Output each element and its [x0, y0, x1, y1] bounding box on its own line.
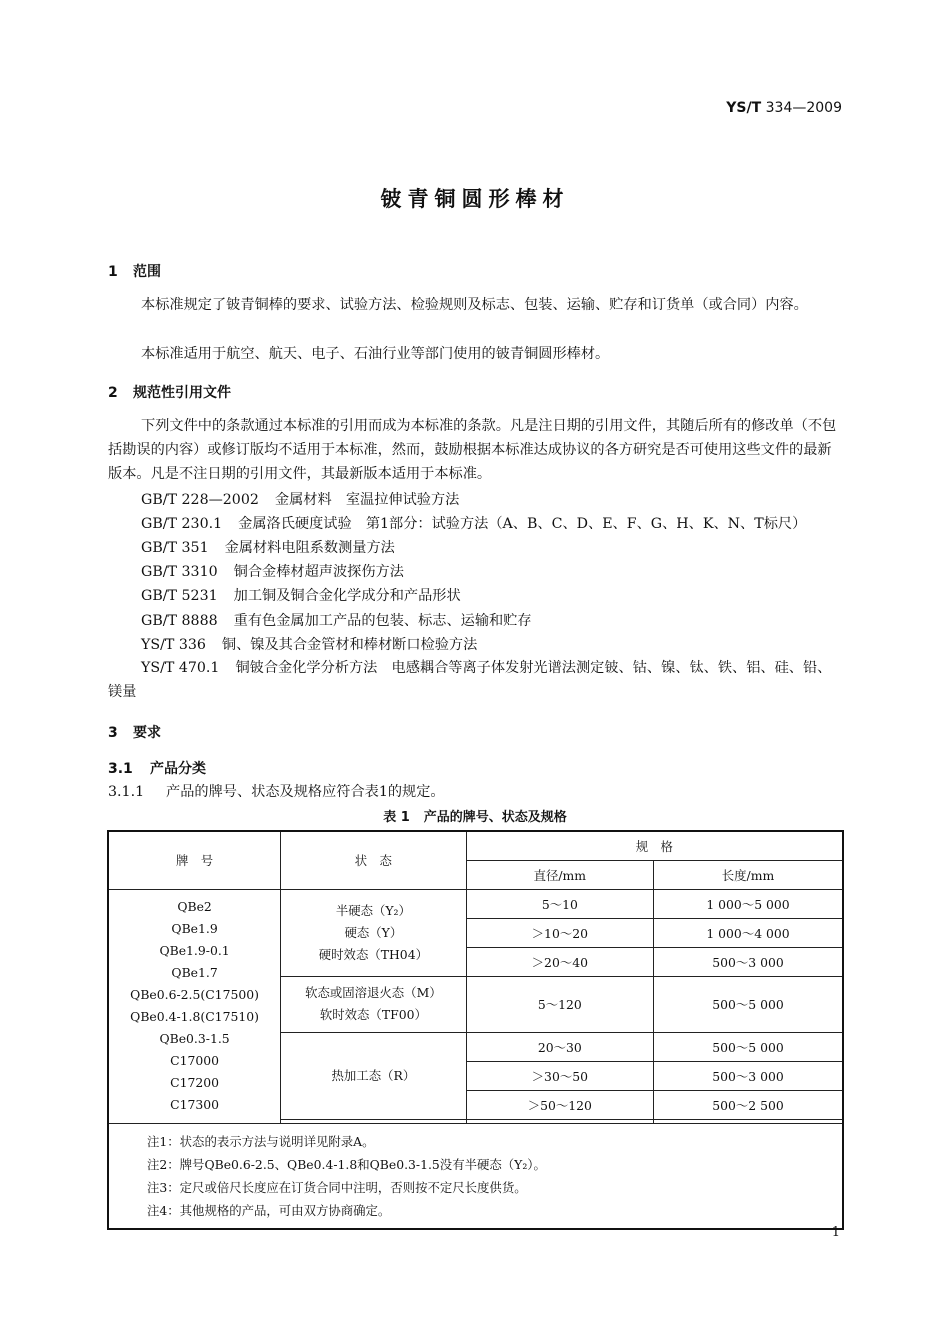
section-1-heading [108, 261, 161, 281]
clause-text: 产品的牌号、状态及规格应符合表1的规定。 [166, 784, 445, 800]
table-caption-title: 产品的牌号、状态及规格 [423, 810, 567, 825]
reference-code: YS/T 470.1 [141, 660, 220, 676]
reference-item [141, 561, 404, 581]
length-cell: 500～5 000 [654, 976, 843, 1032]
reference-code: GB/T 230.1 [141, 516, 223, 532]
section-3-heading [108, 722, 161, 742]
table-note: 注4：其他规格的产品，可由双方协商确定。 [147, 1202, 391, 1218]
spec-table [107, 830, 844, 1230]
diameter-cell: 5～120 [466, 976, 653, 1032]
subsection-number: 3.1 [108, 761, 133, 777]
reference-item [141, 537, 395, 557]
section-2-paragraph: 下列文件中的条款通过本标准的引用而成为本标准的条款。凡是注日期的引用文件，其随后所有的修改单（不包括勘误的内容）或修订版均不适用于本标准，然而，鼓励根据本标准达成协议的各方研究是否可使用这些文件的最新版本。凡是不注日期的引用文件，其最新版本适用于本标准。 [108, 418, 837, 482]
length-cell: 1 000～5 000 [654, 889, 843, 918]
diameter-cell: ＞30～50 [466, 1061, 653, 1090]
section-1-paragraph-2: 本标准适用于航空、航天、电子、石油行业等部门使用的铍青铜圆形棒材。 [141, 346, 610, 362]
document-title: 铍青铜圆形棒材 [380, 187, 570, 211]
clause-number: 3.1.1 [108, 784, 145, 800]
reference-title: 铜、镍及其合金管材和棒材断口检验方法 [221, 637, 478, 653]
reference-code: GB/T 5231 [141, 588, 218, 604]
section-number: 3 [108, 725, 118, 741]
section-number: 1 [108, 264, 118, 280]
standard-prefix: YS/T [726, 100, 762, 116]
diameter-cell: ＞10～20 [466, 918, 653, 947]
table-row [108, 889, 843, 918]
section-1-paragraph-1: 本标准规定了铍青铜棒的要求、试验方法、检验规则及标志、包装、运输、贮存和订货单（或合同）内容。 [141, 297, 808, 313]
grade-item: QBe0.6-2.5(C17500) [130, 987, 259, 1002]
reference-title: 加工铜及铜合金化学成分和产品形状 [233, 588, 461, 604]
header-spec: 规 格 [466, 831, 843, 860]
length-cell: 500～3 000 [654, 1061, 843, 1090]
state-cell [281, 976, 467, 1032]
state-item: 软时效态（TF00） [319, 1007, 427, 1022]
header-diameter: 直径/mm [466, 860, 653, 889]
grade-item: QBe1.9 [171, 921, 218, 936]
state-item: 硬时效态（TH04） [318, 946, 428, 962]
grade-item: QBe0.3-1.5 [159, 1031, 230, 1046]
grade-item: C17000 [170, 1053, 220, 1068]
standard-code [726, 100, 842, 116]
length-cell: 500～5 000 [654, 1032, 843, 1061]
header-state: 状 态 [281, 831, 467, 889]
reference-code: GB/T 8888 [141, 613, 218, 629]
grade-item: QBe0.4-1.8(C17510) [130, 1009, 259, 1024]
table-notes [108, 1123, 843, 1229]
state-item: 硬态（Y） [344, 924, 403, 940]
reference-title: 金属材料 室温拉伸试验方法 [274, 492, 460, 508]
state-cell [281, 889, 467, 976]
diameter-cell: 5～10 [466, 889, 653, 918]
reference-code: GB/T 3310 [141, 564, 218, 580]
clause-3-1-1 [108, 781, 445, 801]
grade-list-cell [108, 889, 281, 1123]
reference-code: GB/T 228—2002 [141, 492, 259, 508]
header-length: 长度/mm [654, 860, 843, 889]
reference-title: 铜合金棒材超声波探伤方法 [233, 564, 404, 580]
reference-item [141, 585, 461, 605]
table-note: 注1：状态的表示方法与说明详见附录A。 [147, 1133, 375, 1149]
reference-title: 金属材料电阻系数测量方法 [224, 540, 395, 556]
state-item: 热加工态（R） [331, 1067, 416, 1083]
header-grade: 牌 号 [108, 831, 281, 889]
grade-item: C17200 [170, 1075, 220, 1090]
reference-title: 金属洛氏硬度试验 第1部分：试验方法（A、B、C、D、E、F、G、H、K、N、T标尺） [238, 516, 807, 532]
length-cell: 500～3 000 [654, 947, 843, 976]
diameter-cell: ＞50～120 [466, 1090, 653, 1119]
table-caption [0, 806, 950, 825]
section-title: 要求 [133, 725, 161, 741]
diameter-cell: ＞20～40 [466, 947, 653, 976]
reference-item [141, 634, 477, 654]
state-cell [281, 1032, 467, 1119]
page-number: 1 [831, 1225, 840, 1240]
reference-code: GB/T 351 [141, 540, 209, 556]
standard-number: 334—2009 [765, 100, 842, 116]
table-caption-number: 表 1 [383, 810, 410, 825]
subsection-title: 产品分类 [150, 761, 206, 777]
section-title: 范围 [133, 264, 161, 280]
reference-code: YS/T 336 [141, 637, 206, 653]
reference-title: 铜铍合金化学分析方法 电感耦合等离子体发射光谱法测定铍、钴、镍、钛、铁、铝、硅、铅、镁量 [108, 660, 832, 700]
grade-item: C17300 [170, 1097, 220, 1112]
notes-row [108, 1123, 843, 1229]
state-item: 软态或固溶退火态（M） [305, 985, 442, 1000]
length-cell: 1 000～4 000 [654, 918, 843, 947]
reference-item [108, 656, 844, 704]
table-note: 注2：牌号QBe0.6-2.5、QBe0.4-1.8和QBe0.3-1.5没有半硬态（Y₂）。 [147, 1156, 546, 1172]
reference-title: 重有色金属加工产品的包装、标志、运输和贮存 [233, 613, 532, 629]
state-item: 半硬态（Y₂） [335, 902, 411, 918]
section-title: 规范性引用文件 [133, 385, 231, 401]
grade-item: QBe2 [177, 899, 212, 914]
reference-item [141, 513, 806, 533]
section-number: 2 [108, 385, 118, 401]
diameter-cell: 20～30 [466, 1032, 653, 1061]
subsection-3-1-heading [108, 758, 206, 778]
table-note: 注3：定尺或倍尺长度应在订货合同中注明，否则按不定尺长度供货。 [147, 1179, 527, 1195]
reference-item [141, 610, 532, 630]
reference-item [141, 489, 459, 509]
grade-item: QBe1.7 [171, 965, 218, 980]
grade-item: QBe1.9-0.1 [159, 943, 230, 958]
length-cell: 500～2 500 [654, 1090, 843, 1119]
section-2-heading [108, 382, 231, 402]
